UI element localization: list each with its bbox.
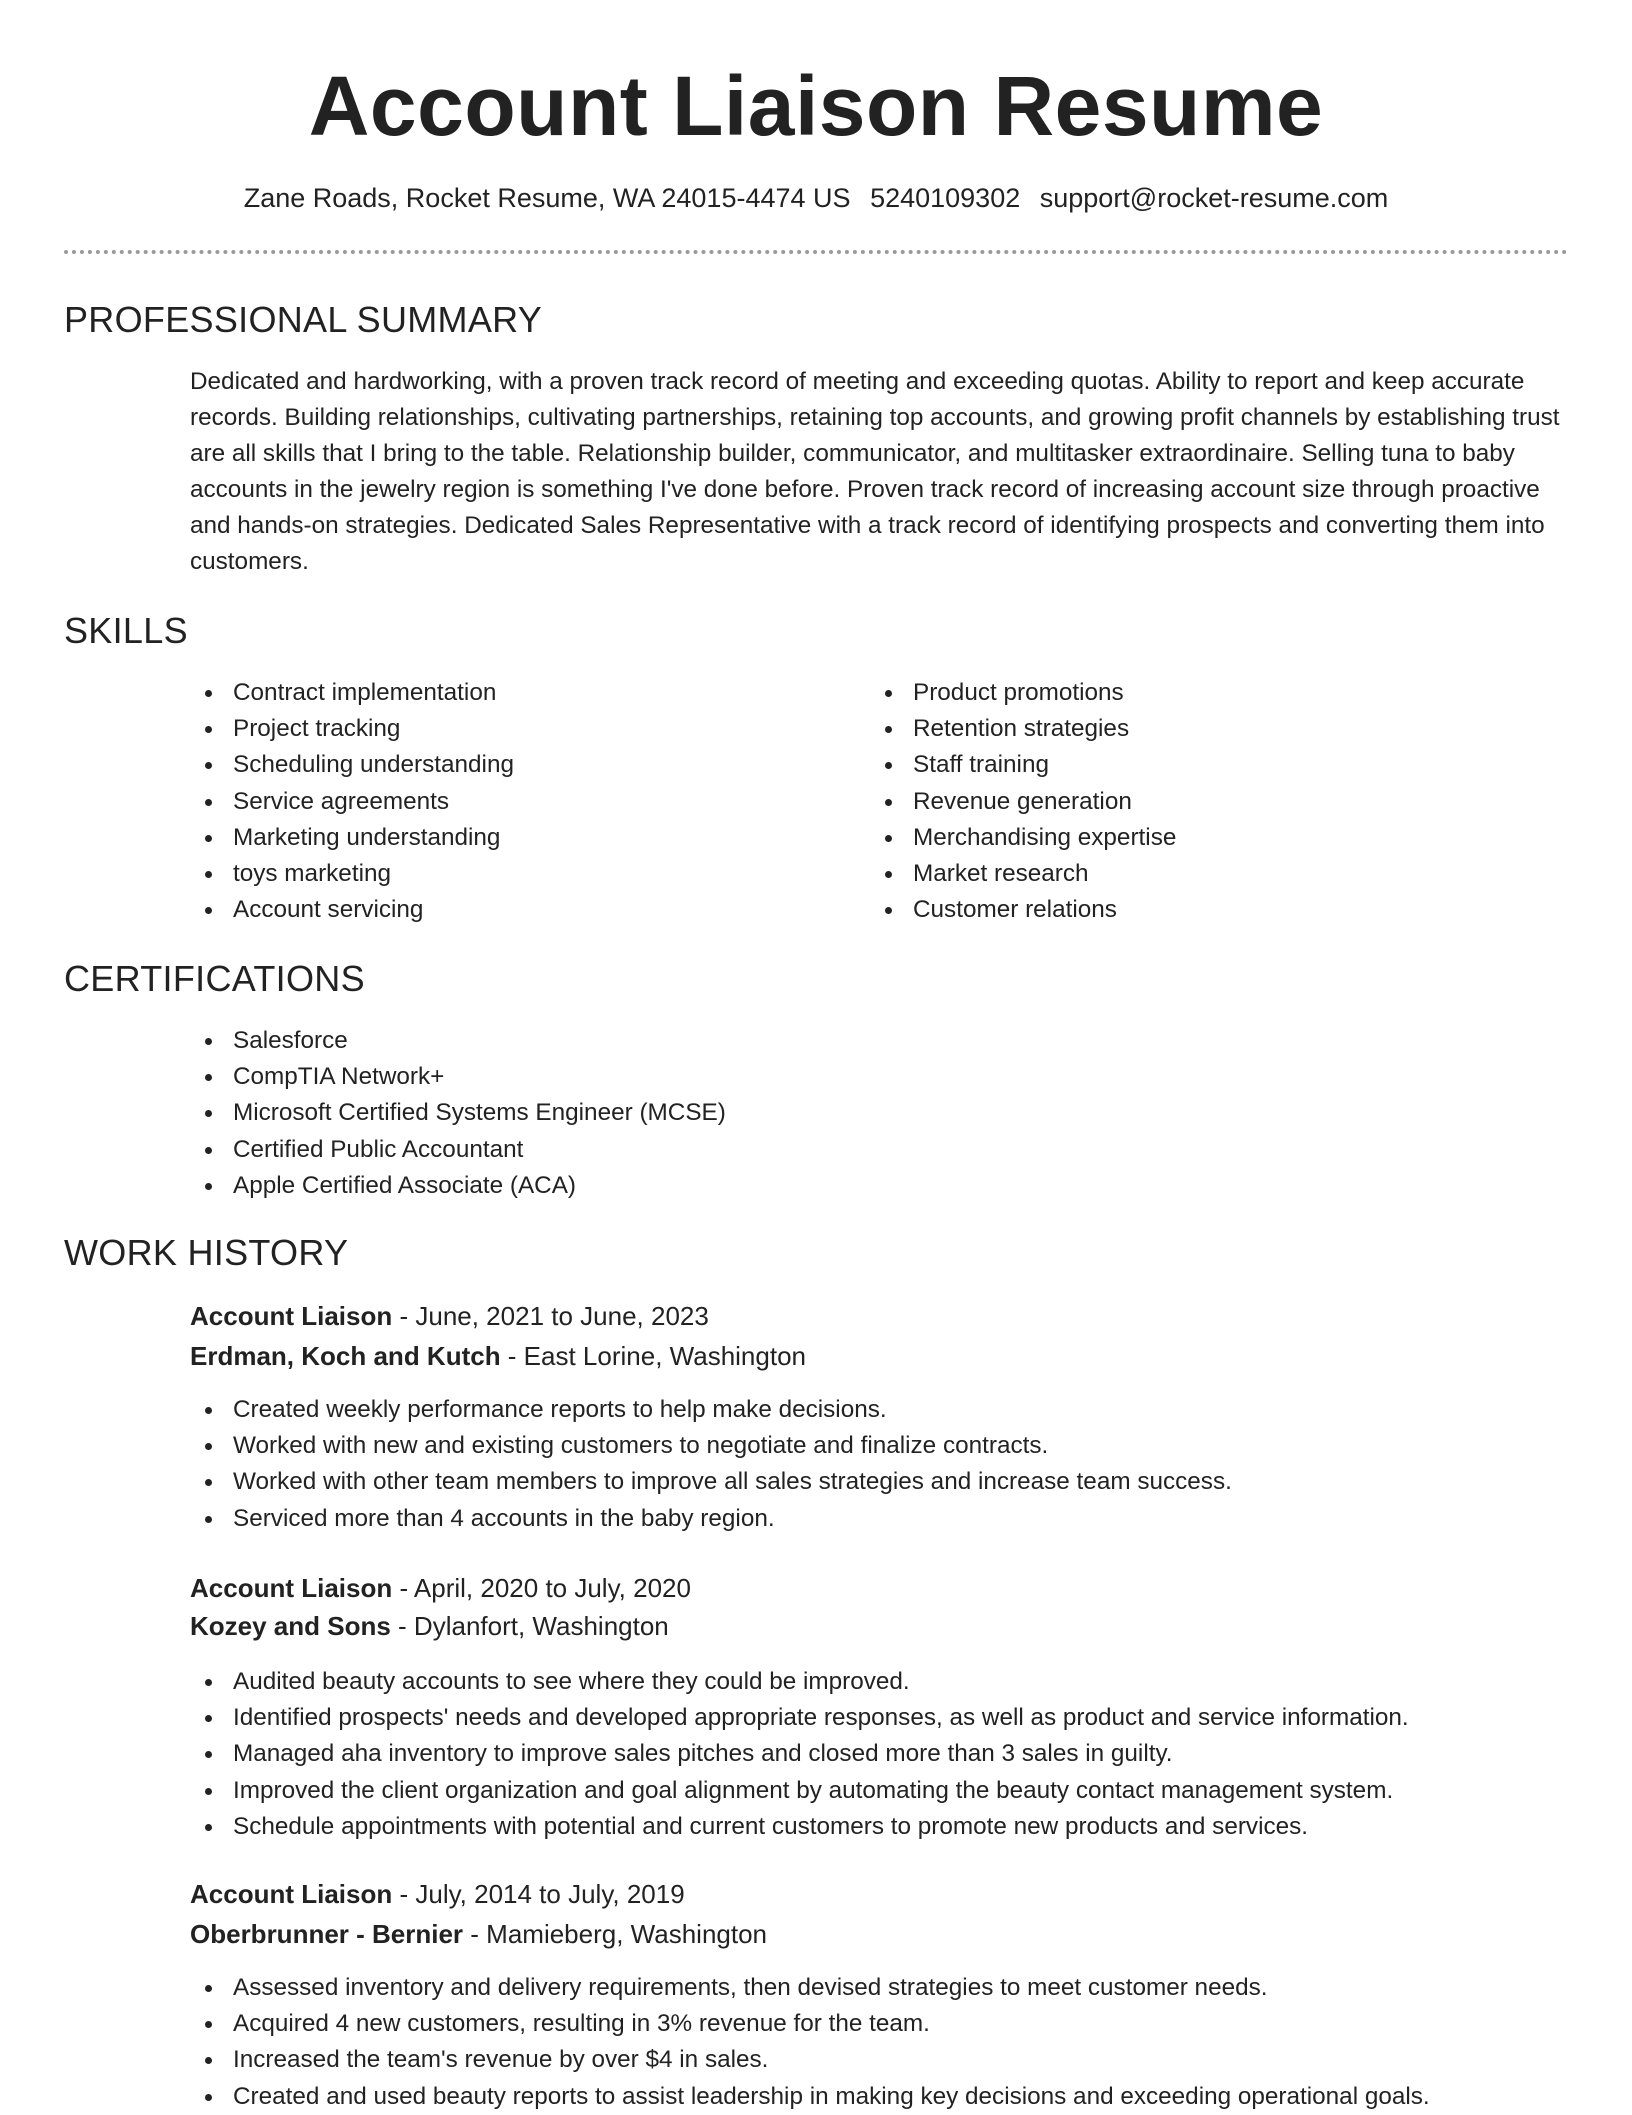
list-item: Revenue generation [870, 784, 1176, 820]
header-divider [64, 250, 1568, 254]
job-company: Kozey and Sons [190, 1611, 391, 1641]
job-company: Erdman, Koch and Kutch [190, 1341, 501, 1371]
list-item: Identified prospects' needs and developed appropriate responses, as well as product and service information. [190, 1700, 1409, 1736]
list-item: Product promotions [870, 675, 1176, 711]
list-item: Marketing understanding [190, 820, 514, 856]
list-item: Worked with other team members to improve all sales strategies and increase team success. [190, 1464, 1232, 1500]
skills-list-left [190, 675, 514, 928]
work-history-heading: WORK HISTORY [64, 1232, 349, 1273]
list-item: Schedule appointments with potential and current customers to promote new products and services. [190, 1809, 1409, 1845]
job-company-line [190, 1338, 806, 1374]
contact-phone: 5240109302 [870, 183, 1021, 213]
job-company: Oberbrunner - Bernier [190, 1919, 464, 1949]
job-location: - Dylanfort, Washington [390, 1611, 669, 1641]
list-item: Account servicing [190, 892, 514, 928]
job-title-line [190, 1298, 709, 1334]
skills-heading: SKILLS [64, 610, 188, 651]
certifications-heading: CERTIFICATIONS [64, 958, 365, 999]
list-item: Contract implementation [190, 675, 514, 711]
list-item: Project tracking [190, 711, 514, 747]
list-item: Audited beauty accounts to see where they could be improved. [190, 1664, 1409, 1700]
list-item: Retention strategies [870, 711, 1176, 747]
job-dates: - June, 2021 to June, 2023 [392, 1301, 709, 1331]
list-item: Acquired 4 new customers, resulting in 3% revenue for the team. [190, 2006, 1430, 2042]
list-item: Managed aha inventory to improve sales pitches and closed more than 3 sales in guilty. [190, 1736, 1409, 1772]
job-role: Account Liaison [190, 1879, 393, 1909]
list-item: Created weekly performance reports to help make decisions. [190, 1392, 1232, 1428]
contact-line [0, 180, 1632, 216]
list-item: Microsoft Certified Systems Engineer (MCSE) [190, 1095, 726, 1131]
list-item: Improved the client organization and goal alignment by automating the beauty contact management system. [190, 1773, 1409, 1809]
list-item: Staff training [870, 747, 1176, 783]
resume-title: Account Liaison Resume [308, 59, 1324, 153]
list-item: Assessed inventory and delivery requirements, then devised strategies to meet customer needs. [190, 1970, 1430, 2006]
list-item: Scheduling understanding [190, 747, 514, 783]
job-dates: - April, 2020 to July, 2020 [392, 1573, 691, 1603]
list-item: Apple Certified Associate (ACA) [190, 1168, 726, 1204]
job-company-line [190, 1608, 669, 1644]
list-item: Market research [870, 856, 1176, 892]
list-item: Certified Public Accountant [190, 1132, 726, 1168]
job-location: - East Lorine, Washington [500, 1341, 806, 1371]
job-location: - Mamieberg, Washington [463, 1919, 768, 1949]
certifications-list [190, 1023, 726, 1204]
job-title-line [190, 1876, 685, 1912]
list-item: Serviced more than 4 accounts in the baby region. [190, 1501, 1232, 1537]
job-bullets [190, 1970, 1430, 2115]
contact-address: Zane Roads, Rocket Resume, WA 24015-4474 US [243, 183, 851, 213]
job-role: Account Liaison [190, 1573, 393, 1603]
list-item: Worked with new and existing customers to negotiate and finalize contracts. [190, 1428, 1232, 1464]
list-item: toys marketing [190, 856, 514, 892]
list-item: Created and used beauty reports to assist leadership in making key decisions and exceeding operational goals. [190, 2079, 1430, 2115]
list-item: CompTIA Network+ [190, 1059, 726, 1095]
list-item: Salesforce [190, 1023, 726, 1059]
job-bullets [190, 1392, 1232, 1537]
skills-list-right [870, 675, 1176, 928]
list-item: Customer relations [870, 892, 1176, 928]
job-company-line [190, 1916, 767, 1952]
list-item: Merchandising expertise [870, 820, 1176, 856]
job-dates: - July, 2014 to July, 2019 [392, 1879, 685, 1909]
list-item: Increased the team's revenue by over $4 in sales. [190, 2042, 1430, 2078]
summary-heading: PROFESSIONAL SUMMARY [64, 299, 543, 340]
list-item: Service agreements [190, 784, 514, 820]
job-role: Account Liaison [190, 1301, 393, 1331]
job-title-line [190, 1570, 691, 1606]
summary-text: Dedicated and hardworking, with a proven track record of meeting and exceeding quotas. Ability to report and keep accurate records. Building relationships, cultivating partnerships, retaining top accounts, and growing profit channels by establishing trust are all skills that I bring to the table. Relationship builder, communicator, and multitasker extraordinaire. Selling tuna to baby accounts in the jewelry region is something I've done before. Proven track record of increasing account size through proactive and hands-on strategies. Dedicated Sales Representative with a track record of identifying prospects and converting them into customers. [190, 368, 1560, 575]
contact-email: support@rocket-resume.com [1039, 183, 1389, 213]
job-bullets [190, 1664, 1409, 1845]
